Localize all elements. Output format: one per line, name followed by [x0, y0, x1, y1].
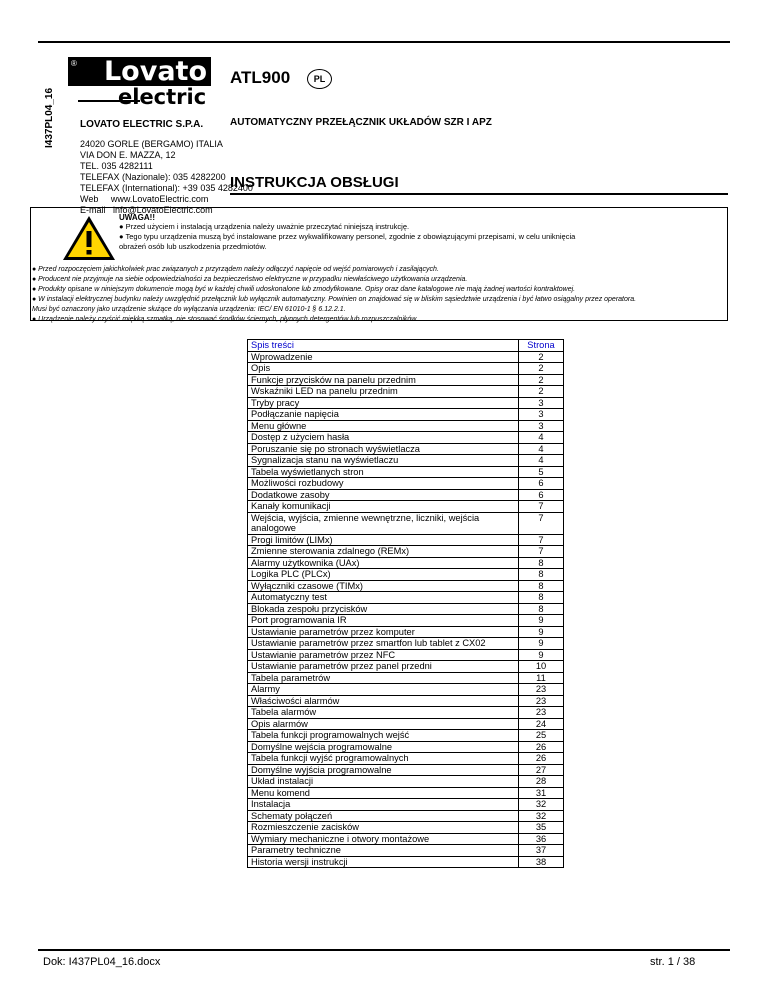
- toc-row: [248, 822, 564, 834]
- toc-row: [248, 695, 564, 707]
- toc-row: [248, 776, 564, 788]
- toc-row: [248, 638, 564, 650]
- toc-row: [248, 489, 564, 501]
- toc-entry-title: Wyłączniki czasowe (TIMx): [248, 580, 519, 592]
- toc-row: [248, 753, 564, 765]
- toc-row: [248, 443, 564, 455]
- toc-entry-title: Logika PLC (PLCx): [248, 569, 519, 581]
- toc-entry-page: 3: [519, 397, 564, 409]
- toc-entry-page: 7: [519, 534, 564, 546]
- footer-page-number: str. 1 / 38: [650, 956, 696, 968]
- toc-entry-title: Dodatkowe zasoby: [248, 489, 519, 501]
- toc-entry-title: Wymiary mechaniczne i otwory montażowe: [248, 833, 519, 845]
- warning-title: UWAGA!!: [119, 213, 155, 222]
- toc-entry-title: Progi limitów (LIMx): [248, 534, 519, 546]
- toc-entry-page: 35: [519, 822, 564, 834]
- toc-entry-title: Możliwości rozbudowy: [248, 478, 519, 490]
- toc-entry-page: 8: [519, 569, 564, 581]
- toc-row: [248, 546, 564, 558]
- toc-entry-page: 9: [519, 626, 564, 638]
- language-badge: PL: [307, 69, 332, 89]
- toc-entry-page: 4: [519, 443, 564, 455]
- toc-row: [248, 386, 564, 398]
- toc-row: [248, 432, 564, 444]
- toc-entry-title: Dostęp z użyciem hasła: [248, 432, 519, 444]
- toc-entry-page: 6: [519, 478, 564, 490]
- toc-row: [248, 534, 564, 546]
- safety-note: ● W instalacji elektrycznej budynku należy uwzględnić przełącznik lub wyłącznik automatyczny. Powinien on znajdować się w bliskim sąsiedztwie urządzenia i być łatwo osiągalny przez operatora.: [32, 296, 637, 303]
- toc-row: [248, 718, 564, 730]
- toc-row: [248, 512, 564, 534]
- toc-entry-title: Historia wersji instrukcji: [248, 856, 519, 868]
- toc-row: [248, 764, 564, 776]
- toc-entry-title: Ustawianie parametrów przez smartfon lub tablet z CX02: [248, 638, 519, 650]
- address-line: TEL. 035 4282111: [80, 161, 153, 171]
- model-title: ATL900: [230, 68, 291, 87]
- toc-entry-title: Opis: [248, 363, 519, 375]
- toc-row: [248, 374, 564, 386]
- toc-entry-page: 9: [519, 649, 564, 661]
- address-line-email: E-mail info@LovatoElectric.com: [80, 205, 213, 215]
- toc-entry-title: Parametry techniczne: [248, 845, 519, 857]
- toc-entry-page: 36: [519, 833, 564, 845]
- toc-entry-page: 7: [519, 501, 564, 513]
- toc-row: [248, 661, 564, 673]
- lovato-logo: [68, 56, 211, 109]
- toc-entry-title: Sygnalizacja stanu na wyświetlaczu: [248, 455, 519, 467]
- toc-entry-title: Układ instalacji: [248, 776, 519, 788]
- toc-entry-page: 38: [519, 856, 564, 868]
- toc-entry-page: 2: [519, 363, 564, 375]
- toc-entry-page: 32: [519, 810, 564, 822]
- toc-row: [248, 455, 564, 467]
- toc-entry-title: Ustawianie parametrów przez komputer: [248, 626, 519, 638]
- toc-entry-page: 25: [519, 730, 564, 742]
- toc-row: [248, 397, 564, 409]
- toc-entry-page: 28: [519, 776, 564, 788]
- toc-entry-page: 2: [519, 351, 564, 363]
- safety-note: ● Urządzenie należy czyścić miękką szmatką, nie stosować środków ściernych, płynnych detergentów lub rozpuszczalników.: [32, 316, 418, 323]
- toc-row: [248, 501, 564, 513]
- logo-top-text: Lovato: [68, 57, 211, 86]
- toc-entry-title: Tabela alarmów: [248, 707, 519, 719]
- toc-entry-page: 23: [519, 707, 564, 719]
- toc-entry-page: 9: [519, 638, 564, 650]
- warning-box: [30, 207, 728, 321]
- toc-entry-title: Opis alarmów: [248, 718, 519, 730]
- toc-entry-page: 4: [519, 432, 564, 444]
- toc-row: [248, 569, 564, 581]
- toc-entry-page: 26: [519, 753, 564, 765]
- toc-entry-title: Tryby pracy: [248, 397, 519, 409]
- toc-entry-page: 32: [519, 799, 564, 811]
- logo-registered-mark: ®: [71, 59, 77, 68]
- toc-entry-title: Alarmy użytkownika (UAx): [248, 557, 519, 569]
- toc-row: [248, 478, 564, 490]
- toc-entry-title: Tabela parametrów: [248, 672, 519, 684]
- manual-title: INSTRUKCJA OBSŁUGI: [230, 174, 399, 191]
- toc-entry-title: Poruszanie się po stronach wyświetlacza: [248, 443, 519, 455]
- toc-body: [248, 340, 564, 868]
- toc-entry-title: Schematy połączeń: [248, 810, 519, 822]
- safety-note: ● Przed rozpoczęciem jakichkolwiek prac związanych z przyrządem należy odłączyć napięcie od wejść pomiarowych i zasilających.: [32, 266, 439, 273]
- address-line: 24020 GORLE (BERGAMO) ITALIA: [80, 139, 223, 149]
- toc-row: [248, 741, 564, 753]
- toc-row: [248, 466, 564, 478]
- toc-entry-title: Automatyczny test: [248, 592, 519, 604]
- toc-row: [248, 799, 564, 811]
- company-address: [80, 139, 253, 216]
- toc-entry-page: 31: [519, 787, 564, 799]
- address-line-web: Web www.LovatoElectric.com: [80, 194, 209, 204]
- toc-entry-title: Wprowadzenie: [248, 351, 519, 363]
- toc-row: [248, 845, 564, 857]
- toc-entry-page: 9: [519, 615, 564, 627]
- toc-entry-page: 8: [519, 580, 564, 592]
- toc-row: [248, 592, 564, 604]
- toc-row: [248, 615, 564, 627]
- toc-entry-title: Domyślne wejścia programowalne: [248, 741, 519, 753]
- toc-entry-page: 24: [519, 718, 564, 730]
- toc-row: [248, 833, 564, 845]
- toc-entry-title: Menu komend: [248, 787, 519, 799]
- toc-entry-page: 26: [519, 741, 564, 753]
- toc-entry-page: 11: [519, 672, 564, 684]
- address-line: VIA DON E. MAZZA, 12: [80, 150, 176, 160]
- toc-row: [248, 363, 564, 375]
- toc-entry-title: Blokada zespołu przycisków: [248, 603, 519, 615]
- toc-entry-title: Kanały komunikacji: [248, 501, 519, 513]
- toc-header-row: [248, 340, 564, 352]
- toc-row: [248, 730, 564, 742]
- toc-row: [248, 626, 564, 638]
- logo-bottom-text: electric: [118, 85, 207, 109]
- toc-row: [248, 557, 564, 569]
- toc-row: [248, 787, 564, 799]
- footer-rule: [38, 949, 730, 951]
- toc-entry-title: Podłączanie napięcia: [248, 409, 519, 421]
- safety-notes: [32, 265, 636, 325]
- toc-page-header: Strona: [519, 340, 564, 352]
- toc-entry-page: 6: [519, 489, 564, 501]
- toc-entry-page: 8: [519, 557, 564, 569]
- toc-entry-page: 7: [519, 512, 564, 534]
- toc-entry-title: Wskaźniki LED na panelu przednim: [248, 386, 519, 398]
- address-line: TELEFAX (International): +39 035 4282400: [80, 183, 253, 193]
- toc-entry-title: Tabela wyświetlanych stron: [248, 466, 519, 478]
- address-line: TELEFAX (Nazionale): 035 4282200: [80, 172, 226, 182]
- toc-row: [248, 409, 564, 421]
- toc-entry-page: 8: [519, 592, 564, 604]
- warning-line: ● Tego typu urządzenia muszą być instalowane przez wykwalifikowany personel, zgodnie z obowiązującymi przepisami, w celu uniknięcia: [119, 232, 576, 241]
- warning-triangle-icon: [61, 214, 117, 262]
- title-rule: [230, 193, 728, 195]
- warning-line: ● Przed użyciem i instalacją urządzenia należy uważnie przeczytać niniejszą instrukcję.: [119, 222, 410, 231]
- warning-line: obrażeń osób lub uszkodzenia przedmiotów.: [119, 242, 267, 251]
- toc-entry-title: Menu główne: [248, 420, 519, 432]
- toc-entry-title: Port programowania IR: [248, 615, 519, 627]
- toc-entry-title: Domyślne wyjścia programowalne: [248, 764, 519, 776]
- safety-note: ● Produkty opisane w niniejszym dokumencie mogą być w każdej chwili udoskonalone lub zmodyfikowane. Opisy oraz dane katalogowe nie mają żadnej wartości kontraktowej.: [32, 286, 576, 293]
- toc-entry-page: 2: [519, 374, 564, 386]
- toc-entry-title: Instalacja: [248, 799, 519, 811]
- toc-entry-title: Tabela funkcji programowalnych wejść: [248, 730, 519, 742]
- toc-entry-title: Ustawianie parametrów przez NFC: [248, 649, 519, 661]
- safety-note: Musi być oznaczony jako urządzenie służące do wyłączania urządzenia: IEC/ EN 61010-1 § 6.12.2.1.: [32, 306, 346, 313]
- toc-row: [248, 707, 564, 719]
- toc-entry-title: Właściwości alarmów: [248, 695, 519, 707]
- toc-row: [248, 580, 564, 592]
- toc-title: Spis treści: [248, 340, 519, 352]
- toc-entry-page: 10: [519, 661, 564, 673]
- footer-doc-name: Dok: I437PL04_16.docx: [43, 956, 161, 968]
- toc-entry-title: Funkcje przycisków na panelu przednim: [248, 374, 519, 386]
- toc-row: [248, 649, 564, 661]
- toc-entry-page: 37: [519, 845, 564, 857]
- toc-entry-page: 23: [519, 695, 564, 707]
- top-rule: [38, 41, 730, 43]
- toc-entry-page: 4: [519, 455, 564, 467]
- document-subtitle: AUTOMATYCZNY PRZEŁĄCZNIK UKŁADÓW SZR I APZ: [230, 117, 492, 128]
- toc-row: [248, 420, 564, 432]
- toc-row: [248, 672, 564, 684]
- toc-row: [248, 351, 564, 363]
- toc-entry-title: Rozmieszczenie zacisków: [248, 822, 519, 834]
- toc-entry-page: 3: [519, 409, 564, 421]
- toc-entry-title: Ustawianie parametrów przez panel przedni: [248, 661, 519, 673]
- toc-entry-page: 3: [519, 420, 564, 432]
- toc-entry-title: Wejścia, wyjścia, zmienne wewnętrzne, liczniki, wejścia analogowe: [248, 512, 519, 534]
- toc-entry-page: 7: [519, 546, 564, 558]
- table-of-contents: [247, 339, 564, 868]
- side-doc-code: I437PL04_16: [44, 87, 55, 148]
- toc-row: [248, 810, 564, 822]
- toc-row: [248, 856, 564, 868]
- toc-row: [248, 603, 564, 615]
- toc-entry-title: Tabela funkcji wyjść programowalnych: [248, 753, 519, 765]
- warning-lines: [119, 222, 575, 252]
- safety-note: ● Producent nie przyjmuje na siebie odpowiedzialności za bezpieczeństwo elektryczne w przypadku niewłaściwego użytkowania urządzenia.: [32, 276, 468, 283]
- toc-entry-page: 23: [519, 684, 564, 696]
- toc-entry-page: 8: [519, 603, 564, 615]
- toc-entry-page: 2: [519, 386, 564, 398]
- toc-entry-title: Alarmy: [248, 684, 519, 696]
- company-name: LOVATO ELECTRIC S.P.A.: [80, 119, 204, 130]
- toc-entry-title: Zmienne sterowania zdalnego (REMx): [248, 546, 519, 558]
- toc-entry-page: 27: [519, 764, 564, 776]
- toc-entry-page: 5: [519, 466, 564, 478]
- toc-row: [248, 684, 564, 696]
